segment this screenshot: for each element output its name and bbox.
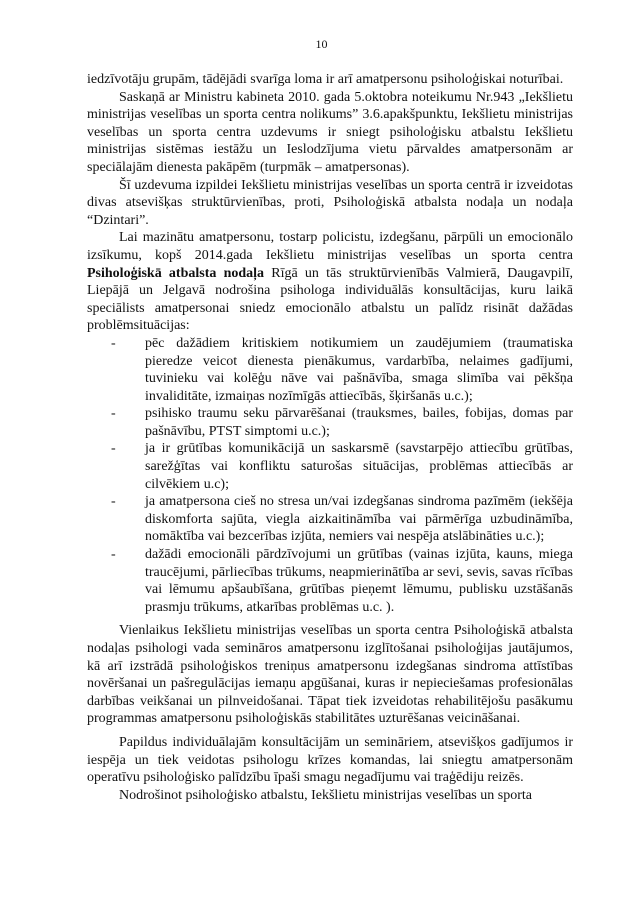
list-dash: - bbox=[111, 547, 116, 563]
paragraph-seminars: Vienlaikus Iekšlietu ministrijas veselības un sporta centra Psiholoģiskā atbalsta nodaļas psihologi vada semināros amatpersonu izglītošanai psiholoģijas jautājumos, kā arī izstrādā psiholoģiskos treniņus amatpersonu izdegšanas sindroma attīstības novēršanai un pašregulācijas iemaņu apgūšanai, kuras ir nepieciešamas profesionālas darbības veikšanai un pilnveidošanai. Tāpat tiek izveidotas rehabilitējošu pasākumu programmas amatpersonu psiholoģiskās stabilitātes uzturēšanas veicināšanai. bbox=[87, 623, 573, 727]
list-dash: - bbox=[111, 335, 116, 351]
page-number: 10 bbox=[315, 37, 328, 51]
list-item-text: psihisko traumu seku pārvarēšanai (trauksmes, bailes, fobijas, domas par pašnāvību, PTST simptomi u.c.); bbox=[145, 406, 573, 439]
list-item-text: pēc dažādiem kritiskiem notikumiem un zaudējumiem (traumatiska pieredze veicot dienesta pienākumus, vardarbība, nelaimes gadījumi, tuvinieku vai kolēģu nāve vai pašnāvība, smaga slimība vai pēkšņa invaliditāte, izmaiņas nozīmīgās attiecībās, šķiršanās u.c.); bbox=[145, 335, 573, 404]
list-item bbox=[87, 546, 573, 616]
list-item bbox=[87, 335, 573, 405]
department-name: Psiholoģiskā atbalsta nodaļa bbox=[87, 265, 265, 281]
list-dash: - bbox=[111, 494, 116, 510]
list-item bbox=[87, 405, 573, 440]
paragraph-crisis-teams: Papildus individuālajām konsultācijām un semināriem, atsevišķos gadījumos ir iespēja un tiek veidotas psihologu krīzes komandas, lai sniegtu amatpersonām operatīvu psiholoģisko palīdzību īpaši smagu negadījumu vai traģēdiju reizēs. bbox=[87, 734, 573, 786]
paragraph-consultations bbox=[87, 229, 573, 335]
list-dash: - bbox=[111, 441, 116, 457]
paragraph-legal-basis: Saskaņā ar Ministru kabineta 2010. gada 5.oktobra noteikumu Nr.943 „Iekšlietu ministrijas veselības un sporta centra nolikums” 3.6.apakšpunktu, Iekšlietu ministrijas veselības un sporta centra uzdevums ir sniegt psiholoģisku atbalstu Iekšlietu ministrijas sistēmas iestāžu un Ieslodzījuma vietu pārvaldes amatpersonām ar speciālajām dienesta pakāpēm (turpmāk – amatpersonas). bbox=[87, 89, 573, 175]
paragraph-consultations-end: Rīgā un tās struktūrvienībās Valmierā, Daugavpilī, Liepājā un Jelgavā nodrošina psihologa individuālās konsultācijas, kuru laikā speciālists amatpersonai sniedz emocionālo atbalstu un palīdz risināt dažādas problēmsituācijas: bbox=[87, 265, 573, 334]
paragraph-structural-units: Šī uzdevuma izpildei Iekšlietu ministrijas veselības un sporta centrā ir izveidotas divas atsevišķas struktūrvienības, proti, Psiholoģiskā atbalsta nodaļa un nodaļa “Dzintari”. bbox=[87, 177, 573, 228]
body-text bbox=[87, 71, 573, 804]
paragraph-consultations-start: Lai mazinātu amatpersonu, tostarp policistu, izdegšanu, pārpūli un emocionālo izsīkumu, kopš 2014.gada Iekšlietu ministrijas veselības un sporta centra bbox=[87, 230, 573, 263]
list-item bbox=[87, 493, 573, 546]
paragraph-continuation: iedzīvotāju grupām, tādējādi svarīga loma ir arī amatpersonu psiholoģiskai noturībai. bbox=[87, 72, 564, 87]
paragraph-closing: Nodrošinot psiholoģisko atbalstu, Iekšlietu ministrijas veselības un sporta bbox=[119, 787, 532, 803]
list-dash: - bbox=[111, 406, 116, 422]
list-item bbox=[87, 440, 573, 493]
list-item-text: dažādi emocionāli pārdzīvojumi un grūtības (vainas izjūta, kauns, miega traucējumi, pārliecības trūkums, neapmierinātība ar sevi, sevis, savas rīcības vai lēmumu apšaubīšana, grūtības pieņemt lēmumu, publisku uzstāšanās prasmju trūkums, atkarības problēmas u.c. ). bbox=[145, 547, 573, 615]
problem-situations-list bbox=[87, 335, 573, 617]
list-item-text: ja ir grūtības komunikācijā un saskarsmē (savstarpējo attiecību grūtības, sarežģītas vai konfliktu saturošas situācijas, problēmas attiecībās ar cilvēkiem u.c); bbox=[145, 441, 573, 492]
list-item-text: ja amatpersona cieš no stresa un/vai izdegšanas sindroma pazīmēm (iekšēja diskomforta sajūta, viegla aizkaitināmība vai pārmērīga uzbudināmība, nomāktība vai bezcerības izjūta, nemiers vai nespēja atslābināties u.c.); bbox=[145, 494, 573, 545]
